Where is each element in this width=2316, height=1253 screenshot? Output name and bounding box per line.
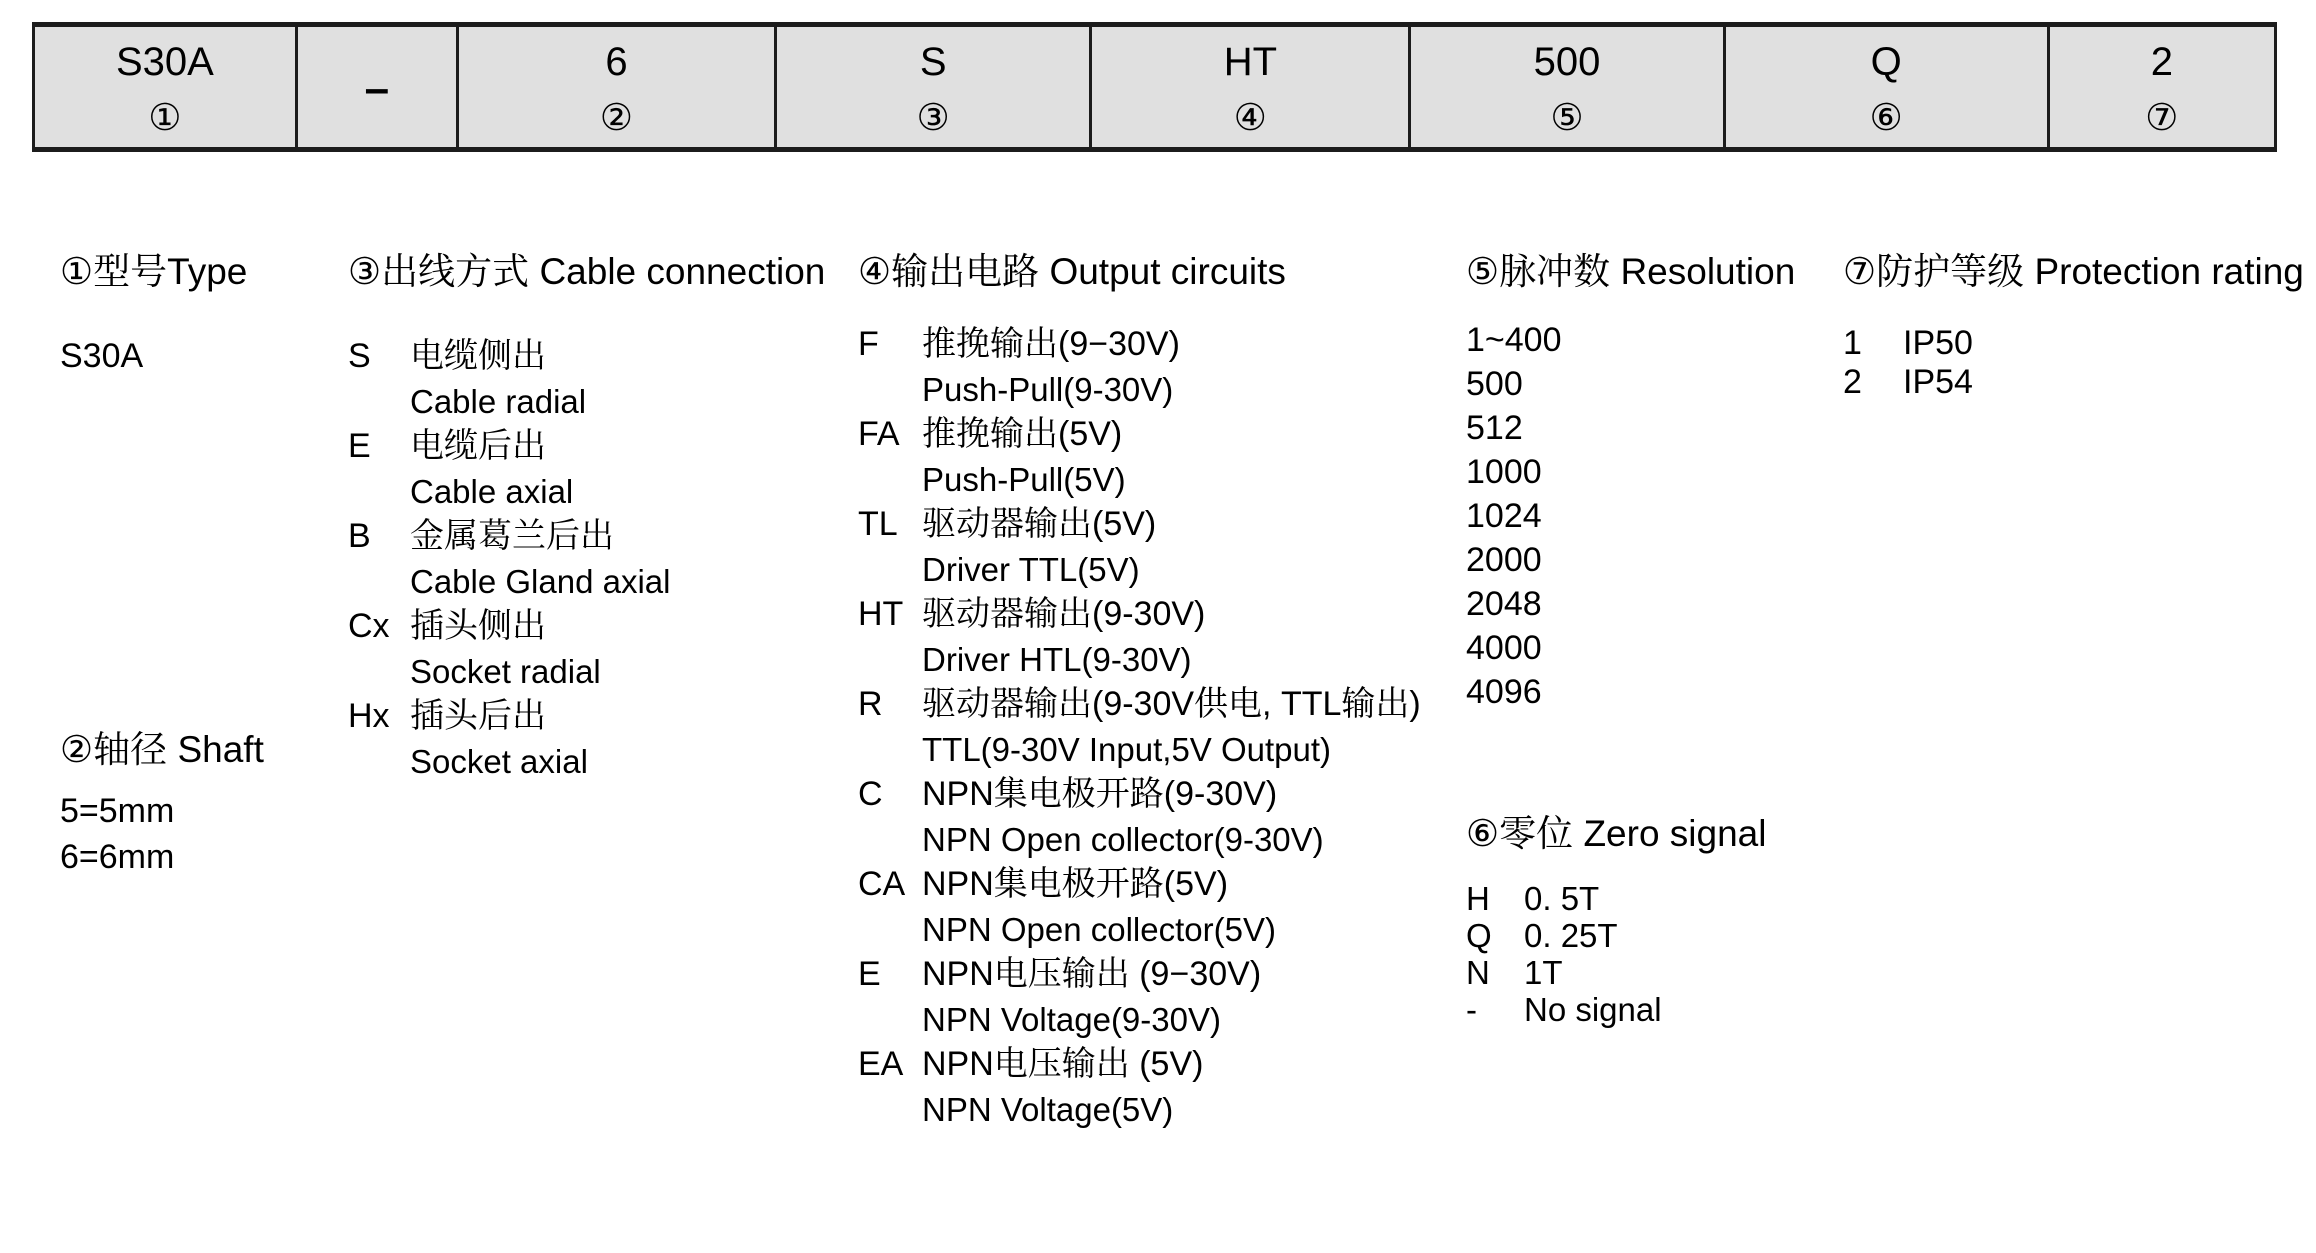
option-label-en: Cable Gland axial [410, 563, 671, 600]
shaft-option: 5=5mm [60, 792, 175, 830]
option-code: C [858, 775, 883, 813]
option-label-zh: NPN集电极开路(5V) [922, 865, 1229, 903]
cable-option [348, 424, 825, 514]
option-label-zh: NPN电压输出 (9−30V) [922, 955, 1262, 993]
order-code-value: S [919, 40, 947, 84]
order-code-value: 500 [1533, 40, 1601, 84]
protection-option [1843, 324, 2304, 363]
option-label-en: Cable axial [410, 473, 574, 510]
section-shaft [60, 728, 264, 880]
output-circuits-list [858, 322, 1421, 1132]
order-code-mark: ③ [916, 97, 950, 138]
option-code: EA [858, 1045, 904, 1083]
section-output-circuits [858, 250, 1421, 1132]
protection-option [1843, 363, 2304, 402]
order-code-value: HT [1223, 40, 1278, 84]
resolution-option: 1000 [1466, 453, 1542, 491]
option-code: HT [858, 595, 904, 633]
option-label-zh: 驱动器输出(9-30V) [922, 595, 1206, 633]
option-code: F [858, 325, 879, 363]
order-code-cell-zero [1723, 27, 2047, 147]
order-code-cell-cable [774, 27, 1089, 147]
protection-rating-list [1843, 324, 2304, 402]
option-label-en: Driver HTL(9-30V) [922, 641, 1192, 678]
option-label-en: Socket axial [410, 743, 588, 780]
output-option [858, 682, 1421, 772]
option-label-zh: 电缆侧出 [410, 337, 546, 375]
zero-option [1466, 917, 1766, 954]
option-value: 0. 5T [1524, 880, 1600, 917]
order-code-cell-type [35, 27, 295, 147]
section-zero-signal [1466, 812, 1766, 1028]
option-code: H [1466, 880, 1490, 917]
option-code: Q [1466, 917, 1492, 954]
zero-signal-list [1466, 880, 1766, 1028]
resolution-list [1466, 318, 1795, 714]
resolution-option: 1024 [1466, 497, 1542, 535]
output-option [858, 592, 1421, 682]
option-label-en: NPN Voltage(9-30V) [922, 1001, 1221, 1038]
option-value: 1T [1524, 954, 1563, 991]
option-label-en: Socket radial [410, 653, 601, 690]
zero-option [1466, 991, 1766, 1028]
option-code: TL [858, 505, 898, 543]
cable-option [348, 694, 825, 784]
option-code: 1 [1843, 324, 1862, 362]
order-code-value: Q [1870, 40, 1902, 84]
option-label-zh: 金属葛兰后出 [410, 517, 614, 555]
order-code-value: 2 [2150, 40, 2173, 84]
option-label-zh: 推挽输出(5V) [922, 415, 1123, 453]
section-output-title: ④输出电路 Output circuits [858, 251, 1286, 292]
resolution-option: 2000 [1466, 541, 1542, 579]
output-option [858, 1042, 1421, 1132]
order-code-value: – [364, 64, 390, 113]
option-code: Hx [348, 697, 390, 735]
output-option [858, 952, 1421, 1042]
resolution-option: 2048 [1466, 585, 1542, 623]
option-label-en: NPN Open collector(9-30V) [922, 821, 1324, 858]
resolution-option: 500 [1466, 365, 1523, 403]
output-option [858, 502, 1421, 592]
order-code-table [32, 22, 2277, 152]
order-code-mark: ⑦ [2145, 97, 2179, 138]
option-code: 2 [1843, 363, 1862, 401]
option-code: Cx [348, 607, 390, 645]
option-label-en: NPN Open collector(5V) [922, 911, 1276, 948]
section-shaft-title: ②轴径 Shaft [60, 729, 264, 770]
shaft-option: 6=6mm [60, 838, 175, 876]
order-code-mark: ⑥ [1869, 97, 1903, 138]
option-label-en: Cable radial [410, 383, 587, 420]
order-code-cell-separator [295, 27, 456, 147]
order-code-cell-shaft [456, 27, 774, 147]
output-option [858, 322, 1421, 412]
section-resolution-title: ⑤脉冲数 Resolution [1466, 251, 1796, 292]
resolution-option: 1~400 [1466, 321, 1562, 359]
output-option [858, 862, 1421, 952]
resolution-option: 4000 [1466, 629, 1542, 667]
option-code: E [858, 955, 881, 993]
option-value: IP50 [1903, 324, 1973, 362]
option-code: CA [858, 865, 906, 903]
option-label-zh: NPN集电极开路(9-30V) [922, 775, 1278, 813]
option-label-en: NPN Voltage(5V) [922, 1091, 1174, 1128]
order-code-value: 6 [605, 40, 628, 84]
option-value: IP54 [1903, 363, 1973, 401]
option-label-zh: NPN电压输出 (5V) [922, 1045, 1204, 1083]
section-zero-title: ⑥零位 Zero signal [1466, 813, 1767, 854]
option-label-zh: 推挽输出(9−30V) [922, 325, 1180, 363]
zero-option [1466, 954, 1766, 991]
zero-option [1466, 880, 1766, 917]
section-cable-connection [348, 250, 825, 784]
resolution-option: 4096 [1466, 673, 1542, 711]
type-model-value: S30A [60, 337, 144, 375]
option-label-en: Push-Pull(5V) [922, 461, 1126, 498]
option-label-zh: 电缆后出 [410, 427, 546, 465]
shaft-list [60, 788, 264, 880]
option-code: S [348, 337, 371, 375]
option-code: R [858, 685, 883, 723]
option-label-en: Push-Pull(9-30V) [922, 371, 1174, 408]
order-code-cell-output [1089, 27, 1408, 147]
option-code: B [348, 517, 371, 555]
section-cable-title: ③出线方式 Cable connection [348, 251, 826, 292]
section-type [60, 250, 247, 376]
option-code: E [348, 427, 371, 465]
option-value: No signal [1524, 991, 1662, 1028]
option-code: N [1466, 954, 1490, 991]
order-code-cell-resolution [1408, 27, 1722, 147]
cable-option [348, 514, 825, 604]
option-label-zh: 驱动器输出(5V) [922, 505, 1157, 543]
option-label-zh: 插头侧出 [410, 607, 546, 645]
option-label-en: Driver TTL(5V) [922, 551, 1140, 588]
order-code-mark: ⑤ [1550, 97, 1584, 138]
option-value: 0. 25T [1524, 917, 1618, 954]
section-resolution [1466, 250, 1795, 714]
output-option [858, 772, 1421, 862]
option-label-zh: 插头后出 [410, 697, 546, 735]
section-protection-title: ⑦防护等级 Protection rating [1843, 251, 2304, 292]
cable-option [348, 604, 825, 694]
option-label-zh: 驱动器输出(9-30V供电, TTL输出) [922, 685, 1421, 723]
option-code: - [1466, 991, 1477, 1028]
order-code-cell-protection [2047, 27, 2274, 147]
section-protection-rating [1843, 250, 2304, 402]
order-code-mark: ④ [1233, 97, 1267, 138]
cable-connection-list [348, 334, 825, 784]
option-code: FA [858, 415, 900, 453]
resolution-option: 512 [1466, 409, 1523, 447]
section-type-title: ①型号Type [60, 251, 248, 292]
order-code-value: S30A [115, 40, 214, 84]
option-label-en: TTL(9-30V Input,5V Output) [922, 731, 1332, 768]
order-code-mark: ① [148, 97, 182, 138]
cable-option [348, 334, 825, 424]
order-code-mark: ② [599, 97, 634, 138]
output-option [858, 412, 1421, 502]
